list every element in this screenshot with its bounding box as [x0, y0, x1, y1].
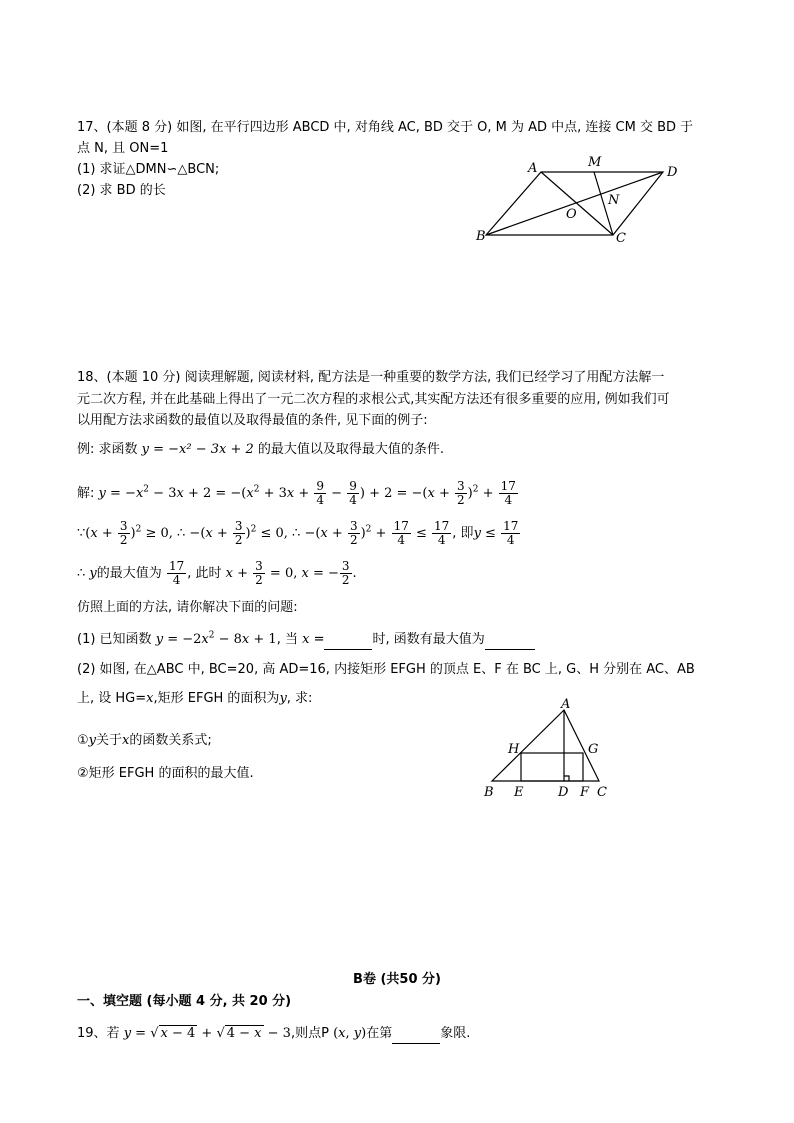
circle-one: ① — [77, 733, 89, 748]
label-D: D — [558, 785, 569, 800]
label-E: E — [514, 785, 524, 800]
q19-suffix: 象限. — [440, 1026, 471, 1041]
ji-text: , 即 — [452, 526, 474, 541]
q19-prefix: 19、若 — [77, 1026, 120, 1041]
label-A: A — [528, 161, 538, 176]
solution-line-2: ∵(x + $\frac{3}{2}$ )$^2$ ≥ 0, ∴ −(x + $\frac{3}{2}$ )$^2$ ≤ 0, ∴ −(x + $\frac{3}{2}$ )$^2$ + $\frac{17}{4}$ ≤ $\frac{17}{4}$ , 即y ≤ $\frac{17}{4}$ — [77, 519, 519, 547]
part-b-title: B卷 (共50 分) — [353, 972, 441, 987]
condition-text: , 此时 — [187, 566, 222, 581]
part1-prefix: (1) 已知函数 — [77, 632, 152, 647]
label-N: N — [608, 193, 620, 208]
q18-stem-line2: 元二次方程, 并在此基础上得出了一元二次方程的求根公式,其实配方法还有很多重要的应用, 例如我们可 — [77, 392, 670, 407]
q17-part2: (2) 求 BD 的长 — [77, 183, 166, 198]
therefore-symbol: ∴ — [77, 566, 86, 581]
part1-suffix: 时, 函数有最大值为 — [372, 632, 485, 647]
q19: 19、若 y = √ x − 4 + √ 4 − x − 3,则点P (x, y)在第 象限. — [77, 1024, 470, 1044]
q18-imitate: 仿照上面的方法, 请你解决下面的问题: — [77, 600, 298, 615]
solution-label: 解: — [77, 486, 95, 501]
example-prefix: 例: 求函数 — [77, 442, 138, 457]
label-C: C — [616, 231, 626, 245]
q18-example — [77, 440, 444, 460]
label-F: F — [580, 785, 590, 800]
parallelogram-figure — [470, 150, 690, 245]
q18-stem-line1: 18、(本题 10 分) 阅读理解题, 阅读材料, 配方法是一种重要的数学方法, 我们已经学习了用配方法解一 — [77, 370, 665, 385]
part1-when: , 当 — [276, 632, 298, 647]
q18-subq2: ②矩形 EFGH 的面积的最大值. — [77, 766, 254, 781]
example-function: y = −x² − 3x + 2 — [141, 442, 254, 457]
label-G: G — [588, 742, 599, 757]
label-A: A — [561, 697, 571, 712]
label-C: C — [597, 785, 607, 800]
answer-blank-quadrant[interactable] — [392, 1031, 440, 1044]
fill-blank-section: 一、填空题 (每小题 4 分, 共 20 分) — [77, 994, 292, 1009]
q18-part1: (1) 已知函数 $y = -2x^2 - 8x + 1$, 当 x = 时, 函数有最大值为 — [77, 630, 535, 650]
triangle-rectangle-figure — [478, 692, 628, 802]
label-D: D — [667, 165, 678, 180]
label-O: O — [566, 207, 577, 222]
label-B: B — [484, 785, 494, 800]
about-text: 关于 — [96, 733, 123, 748]
label-H: H — [508, 742, 520, 757]
part2-hg: 上, 设 HG= — [77, 691, 147, 706]
q18-part2-line1: (2) 如图, 在△ABC 中, BC=20, 高 AD=16, 内接矩形 EFGH 的顶点 E、F 在 BC 上, G、H 分别在 AC、AB — [77, 662, 695, 677]
solution-line-1: 解: $y = -x^2 - 3x + 2 = -(x^2 + 3x$ + $\frac{9}{4}$ − $\frac{9}{4}$ ) + 2 = −(x + $\frac{3}{2}$ )$^2$ + $\frac{17}{4}$ — [77, 479, 516, 507]
q19-in: 在第 — [366, 1026, 393, 1041]
solution-line-3: ∴ y的最大值为 $\frac{17}{4}$ , 此时 x + $\frac{3}{2}$ = 0, x = − $\frac{3}{2}$ . — [77, 559, 357, 587]
answer-blank-max[interactable] — [485, 637, 535, 650]
q18-part2-line2: 上, 设 HG=x,矩形 EFGH 的面积为y, 求: — [77, 691, 313, 706]
answer-blank-x[interactable] — [324, 637, 372, 650]
label-M: M — [588, 155, 602, 170]
part2-area: ,矩形 EFGH 的面积为 — [153, 691, 280, 706]
q17-stem-line1: 17、(本题 8 分) 如图, 在平行四边形 ABCD 中, 对角线 AC, BD 交于 O, M 为 AD 中点, 连接 CM 交 BD 于 — [77, 120, 694, 135]
because-symbol: ∵ — [77, 526, 86, 541]
q19-point: ,则点P — [290, 1026, 329, 1041]
q18-stem-line3: 以用配方法求函数的最值以及取得最值的条件, 见下面的例子: — [77, 413, 428, 428]
max-text: 的最大值为 — [96, 566, 162, 581]
q18-subq1: ①y关于x的函数关系式; — [77, 733, 212, 748]
relation-text: 的函数关系式; — [129, 733, 212, 748]
q17-stem-line2: 点 N, 且 ON=1 — [77, 141, 169, 156]
part2-ask: , 求: — [286, 691, 313, 706]
q17-part1: (1) 求证△DMN∽△BCN; — [77, 162, 220, 177]
label-B: B — [476, 229, 486, 244]
example-suffix: 的最大值以及取得最大值的条件. — [257, 442, 445, 457]
